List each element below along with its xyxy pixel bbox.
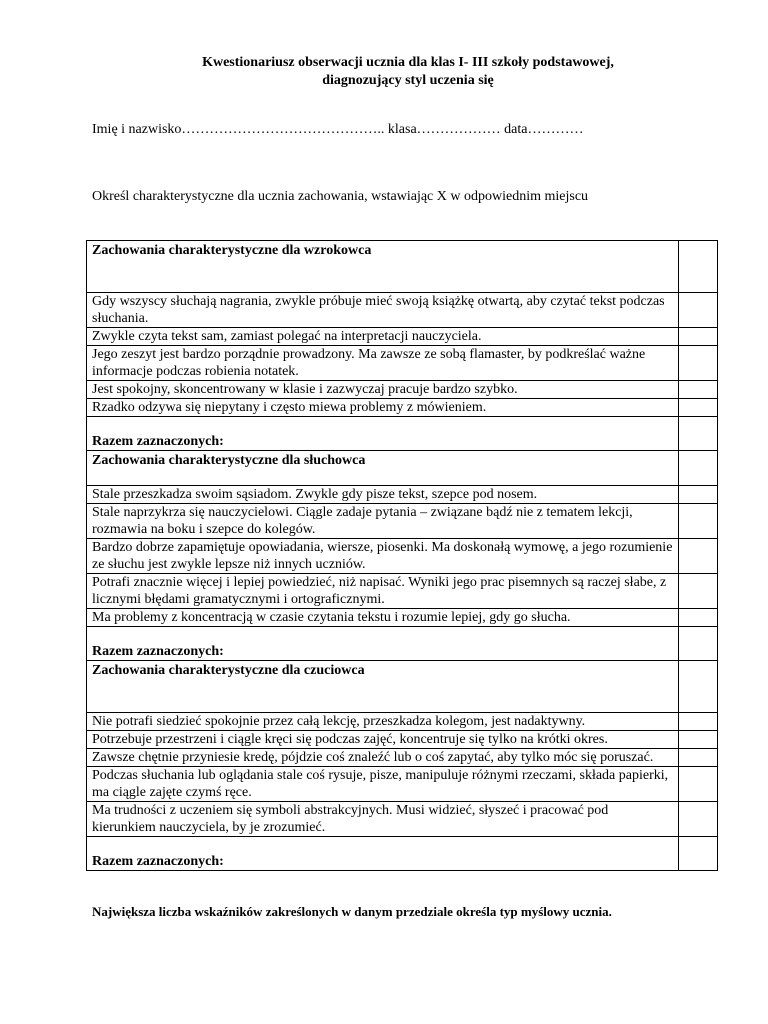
table-row [87, 293, 718, 328]
table-row [87, 399, 718, 417]
document-title [0, 54, 768, 90]
table-row [87, 346, 718, 381]
mark-cell[interactable] [679, 328, 718, 346]
instruction-text: Określ charakterystyczne dla ucznia zachowania, wstawiając X w odpowiednim miejscu [92, 189, 589, 204]
behavior-text: Potrafi znacznie więcej i lepiej powiedzieć, niż napisać. Wyniki jego prac pisemnych są raczej słabe, z licznymi błędami gramatycznymi i ortograficznymi. [87, 574, 679, 609]
behavior-text: Jest spokojny, skoncentrowany w klasie i zazwyczaj pracuje bardzo szybko. [87, 381, 679, 399]
section-header-row [87, 241, 718, 293]
mark-cell[interactable] [679, 749, 718, 767]
section-header: Zachowania charakterystyczne dla czuciowca [87, 661, 679, 713]
mark-cell[interactable] [679, 609, 718, 627]
total-label: Razem zaznaczonych: [92, 644, 224, 659]
table-row [87, 609, 718, 627]
total-row [87, 417, 718, 451]
total-cell[interactable] [679, 417, 718, 451]
total-row [87, 627, 718, 661]
section-header-row [87, 661, 718, 713]
table-row [87, 381, 718, 399]
behavior-text: Zawsze chętnie przyniesie kredę, pójdzie coś znaleźć lub o coś zapytać, aby tylko móc się poruszać. [87, 749, 679, 767]
section-header-row [87, 451, 718, 486]
table-row [87, 731, 718, 749]
total-row [87, 837, 718, 871]
table-row [87, 539, 718, 574]
mark-cell[interactable] [679, 399, 718, 417]
observation-table [86, 240, 718, 871]
mark-cell[interactable] [679, 293, 718, 328]
mark-cell[interactable] [679, 539, 718, 574]
mark-cell[interactable] [679, 346, 718, 381]
total-cell[interactable] [679, 627, 718, 661]
footer-note: Największa liczba wskaźników zakreślonych w danym przedziale określa typ myślowy ucznia. [92, 904, 612, 919]
total-cell[interactable] [679, 837, 718, 871]
behavior-text: Nie potrafi siedzieć spokojnie przez całą lekcję, przeszkadza kolegom, jest nadaktywny. [87, 713, 679, 731]
title-line-1: Kwestionariusz obserwacji ucznia dla klas I- III szkoły podstawowej, [202, 55, 614, 70]
mark-cell[interactable] [679, 504, 718, 539]
behavior-text: Stale przeszkadza swoim sąsiadom. Zwykle gdy pisze tekst, szepce pod nosem. [87, 486, 679, 504]
mark-cell[interactable] [679, 241, 718, 293]
table-row [87, 749, 718, 767]
mark-cell[interactable] [679, 451, 718, 486]
mark-cell[interactable] [679, 767, 718, 802]
table-row [87, 504, 718, 539]
total-label: Razem zaznaczonych: [92, 854, 224, 869]
mark-cell[interactable] [679, 713, 718, 731]
table-row [87, 767, 718, 802]
student-info-line: Imię i nazwisko…………………………………….. klasa……………… data………… [92, 122, 584, 137]
mark-cell[interactable] [679, 802, 718, 837]
behavior-text: Gdy wszyscy słuchają nagrania, zwykle próbuje mieć swoją książkę otwartą, aby czytać tekst podczas słuchania. [87, 293, 679, 328]
section-header: Zachowania charakterystyczne dla słuchowca [87, 451, 679, 486]
behavior-text: Ma trudności z uczeniem się symboli abstrakcyjnych. Musi widzieć, słyszeć i pracować pod kierunkiem nauczyciela, by je zrozumieć. [87, 802, 679, 837]
section-header: Zachowania charakterystyczne dla wzrokowca [87, 241, 679, 293]
mark-cell[interactable] [679, 381, 718, 399]
behavior-text: Stale naprzykrza się nauczycielowi. Ciągle zadaje pytania – związane bądź nie z tematem lekcji, rozmawia na boku i szepce do kolegów. [87, 504, 679, 539]
behavior-text: Podczas słuchania lub oglądania stale coś rysuje, pisze, manipuluje różnymi rzeczami, składa papierki, ma ciągle zajęte czymś ręce. [87, 767, 679, 802]
behavior-text: Rzadko odzywa się niepytany i często miewa problemy z mówieniem. [87, 399, 679, 417]
mark-cell[interactable] [679, 574, 718, 609]
table-row [87, 328, 718, 346]
table-row [87, 802, 718, 837]
table-row [87, 713, 718, 731]
behavior-text: Ma problemy z koncentracją w czasie czytania tekstu i rozumie lepiej, gdy go słucha. [87, 609, 679, 627]
title-line-2: diagnozujący styl uczenia się [322, 73, 494, 88]
total-label: Razem zaznaczonych: [92, 434, 224, 449]
behavior-text: Jego zeszyt jest bardzo porządnie prowadzony. Ma zawsze ze sobą flamaster, by podkreślać ważne informacje podczas robienia notatek. [87, 346, 679, 381]
behavior-text: Potrzebuje przestrzeni i ciągle kręci się podczas zajęć, koncentruje się tylko na krótki okres. [87, 731, 679, 749]
table-row [87, 486, 718, 504]
table-row [87, 574, 718, 609]
mark-cell[interactable] [679, 486, 718, 504]
mark-cell[interactable] [679, 661, 718, 713]
behavior-text: Zwykle czyta tekst sam, zamiast polegać na interpretacji nauczyciela. [87, 328, 679, 346]
behavior-text: Bardzo dobrze zapamiętuje opowiadania, wiersze, piosenki. Ma doskonałą wymowę, a jego rozumienie ze słuchu jest zwykle lepsze niż innych uczniów. [87, 539, 679, 574]
mark-cell[interactable] [679, 731, 718, 749]
